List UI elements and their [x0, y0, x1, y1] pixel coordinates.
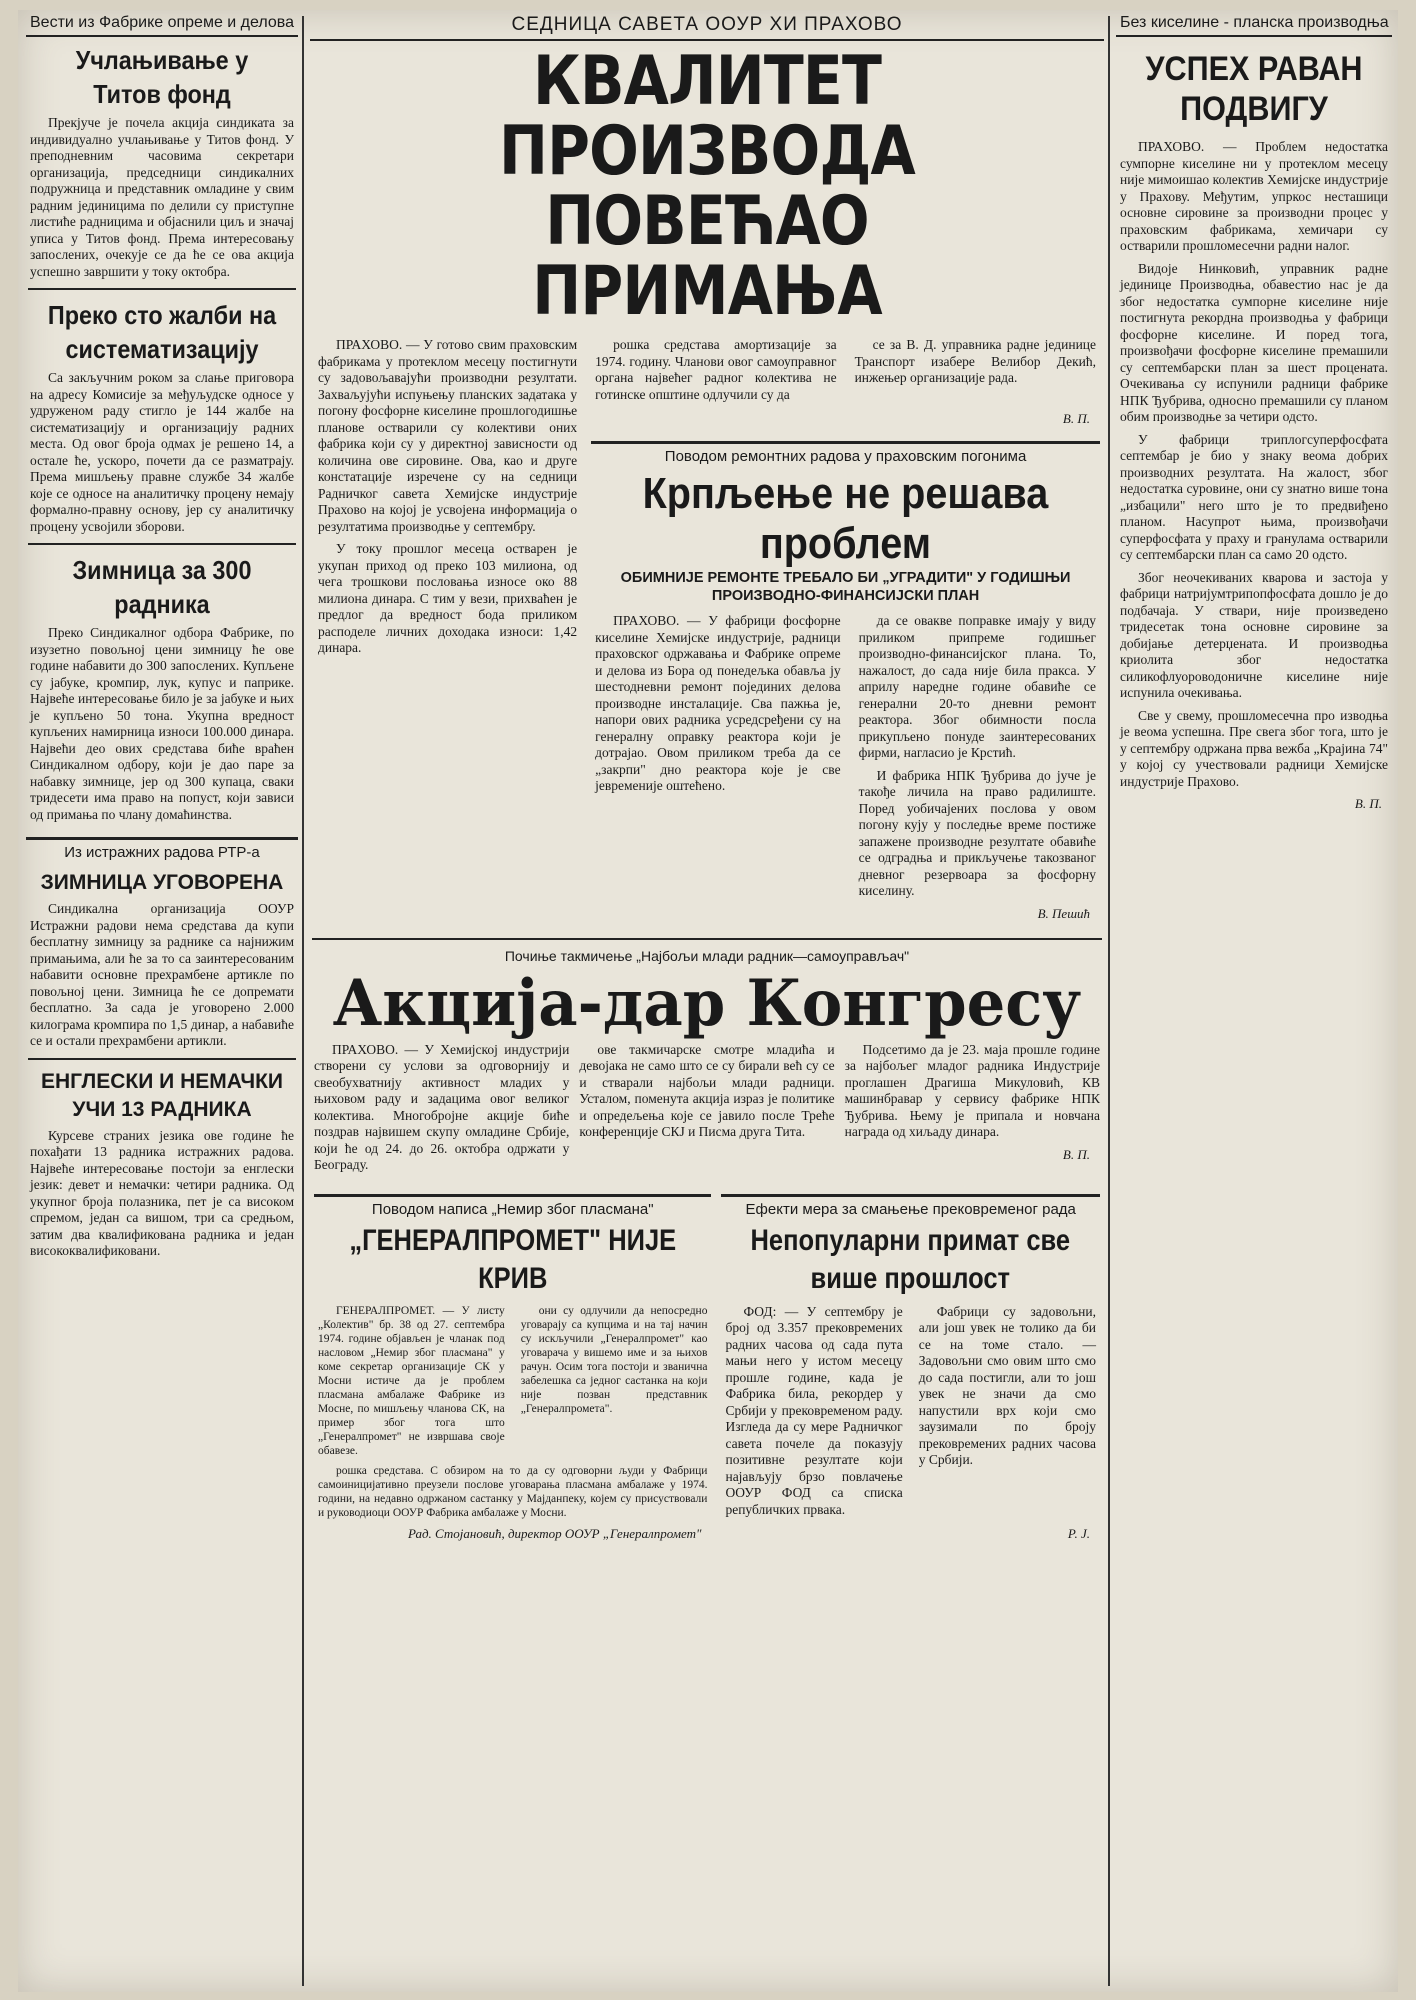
article-subtitle: ОБИМНИЈЕ РЕМОНТЕ ТРЕБАЛО БИ „УГРАДИТИ" У ГОДИШЊИ ПРОИЗВОДНО-ФИНАНСИЈСКИ ПЛАН: [620, 570, 1071, 604]
left-column: [26, 10, 298, 1992]
article-title-generalpromet: „ГЕНЕРАЛПРОМЕТ" НИЈЕ КРИВ: [349, 1223, 677, 1295]
divider: [28, 288, 296, 290]
lead-headline: КВАЛИТЕТ ПРОИЗВОДА ПОВЕЋАО ПРИМАЊА: [499, 42, 915, 331]
article-body: И фабрика НПК Ђубрива до јуче је такође личила на право радилиште. Поред уобичајених послова у овом погону кују у последње време постиже запажене производне резултате обавиће се одградња и прикључење такозваног дневног резервоара за фосфорну киселину.: [858, 767, 1097, 898]
article-title-nepopularni: Непопуларни примат све више прошлост: [750, 1223, 1071, 1295]
article-body: ПРАХОВО. — У фабрици фосфорне киселине Хемијске индустрије, радници праховског одржавања и Фабрике опреме и делова из Бора од понедељка обавља ју шестодневни ремонт појединих делова производне инсталације. Сва пажња је, напори ових радника усредсређени су на генералну оправку реактора који је дотрајао. Овом приликом треба да се „закрпи" дно реактора које је све јевременије оштећено.: [595, 613, 841, 793]
article-body: Преко Синдикалног одбора Фабрике, по изузетно повољној цени зимницу ће ове године набавити до 300 запослених. Купљене су јабуке, кромпир, лук, купус и паприке. Највеће интересовање било је за јабуке и њих је купљено 50 тона. Укупна вредност купљених намирница износи 100.000 динара. Највећи део ових средстава биће враћен Синдикалном одбору, који је дао паре за набавку зимнице, јер од 300 купаца, сваки тридесети има право на попуст, који зависи од примања по члану домаћинства.: [30, 625, 294, 822]
center-rubric: СЕДНИЦА САВЕТА ООУР ХИ ПРАХОВО: [310, 10, 1104, 41]
article-title-zimnica: Зимница за 300 радника: [72, 555, 252, 619]
byline: В. П.: [1354, 796, 1382, 811]
lead-article: [310, 337, 1104, 930]
divider: [28, 543, 296, 545]
right-column: [1116, 10, 1392, 1992]
article-body: рошка средстава амортизације за 1974. годину. Чланови овог самоуправног органа највећег радног колектива не готинске општине одлучили су да: [595, 337, 837, 402]
article-body: Прекјуче је почела акција синдиката за индивидуално учлањивање у Титов фонд. У преподневним часовима секретари организација, председници синдикалних подружница и представник омладине у свим радним јединицима по делили су приступне листиће радницима и објаснили циљ и значај уписа у Титов фонд. Према интересовању запослених, очекује се да ће се ова акција успешно завршити у току октобра.: [30, 115, 294, 279]
article-body: Синдикална организација ООУР Истражни радови нема средстава да купи бесплатну зимницу за раднике са најнижим примањима, али ће за то са заинтересованим набавити основне прехрамбене артикле по повољној цени. Зимница ће се допремати бесплатно. За сада је уговорено 2.000 килограма кромпира по 1,5 динар, а набавиће се и остали прехрамбени артикли.: [30, 901, 294, 1048]
article-body: ПРАХОВО. — Проблем недостатка сумпорне киселине ни у протеклом месецу није мимоишао колектив Хемијске индустрије у Прахову. Међутим, упркос несташици основне сировине за производни процес у праховским фабрикама, хемичари су остварили прошломесечни радни налог.: [1120, 139, 1388, 253]
article-body: ПРАХОВО. — У готово свим праховским фабрикама у протеклом месецу постигнути су задовољавајући производни резултати. Захваљујући испуњењу планских задатака у погону фосфорне киселине прошлогодишње планове остварили су колективи оних фабрика који су у директној зависности од количина ове сировине. Ова, као и друге констатације изречене су на седници Радничког савета Хемијске индустрије Прахово на којој је усвојена информација о резултатима производње у септембру.: [318, 337, 578, 534]
divider: [312, 938, 1102, 940]
article-body: ове такмичарске смотре младића и девојака не само што се су бирали већ су се и стварали најбољи млади радници. Усталом, поменута акција израз је политике и опредељења које се јавило после Треће конференције СКЈ и Писма друга Тита.: [579, 1041, 835, 1139]
article-body: се за В. Д. управника радне јединице Транспорт изабере Велибор Декић, инжењер организације рада.: [854, 337, 1097, 385]
divider: [28, 1058, 296, 1060]
article-body: ФОД: — У септембру је број од 3.357 прековремених радних часова од сада пута мањи него у истом месецу прошле године, када је Фабрика била, рекордер у Србији у прековременом раду. Изгледа да су мере Радничког савета почеле да показују позитивне резултате који најављују брзо повлачење ООУР ФОД са списка републичких првака.: [725, 1303, 903, 1517]
article-body: рошка средстава. С обзиром на то да су одговорни људи у Фабрици самоиницијативно преузели послове уговарања пласмана амбалаже у 1974. години, на недавно одржаном састанку у Мајданпеку, којем су присуствовали и руководиоци ООУР Фабрика амбалаже у Мосни.: [318, 1464, 708, 1519]
byline: Рад. Стојановић, директор ООУР „Генералпромет": [408, 1525, 702, 1541]
article-kicker: Поводом ремонтних радова у праховским погонима: [591, 441, 1100, 465]
article-kicker: Ефекти мера за смањење прековременог рада: [721, 1194, 1100, 1218]
center-column: [310, 10, 1104, 1992]
newspaper-page: [18, 10, 1398, 1992]
byline: Р. Ј.: [1067, 1526, 1090, 1541]
byline: В. П.: [1062, 411, 1090, 426]
article-body: Курсеве страних језика ове године ће похађати 13 радника истражних радова. Највеће интересовање постоји за енглески језик: девет и немачки: четири радника. Од укупног броја полазника, пет је са високом спремом, један са вишом, три са средњом, затим два квалификована радника и један висококвалификовани.: [30, 1127, 294, 1258]
article-body: Видоје Нинковић, управник радне јединице Производња, обавестио нас је да због недостатка сумпорне киселине није постигнута рекордна производња у фабрици фосфорне киселине. И поред тога, произвођачи фосфорне киселине премашили су септембарски план за шест процената. Очекивања су испунили радници фабрике НПК Ђубрива, односно премашили су планом обим производње за четири одсто.: [1120, 260, 1388, 424]
article-title-zalbe: Преко сто жалби на систематизацију: [47, 300, 277, 364]
akcija-article: [310, 1042, 1104, 1180]
article-title-krpljenje: Крпљење не решава проблем: [642, 469, 1049, 568]
article-body: Са закључним роком за слање приговора на адресу Комисије за међуљудске односе у удруженом раду стигло је 144 жалбе на систематизацију и организацију радних места. Од овог броја одмах је решено 14, а остале ће, ускоро, почети да се разматрају. Према мишљењу правне службе 34 жалбе које се односе на аналитичку процену немају формално-правну основу, јер су аналитичку процену усвојили зборови.: [30, 370, 294, 534]
left-rubric: Вести из Фабрике опреме и делова: [26, 10, 298, 37]
article-kicker: Почиње такмичење „Најбољи млади радник—самоуправљач": [504, 947, 910, 964]
article-kicker: Поводом написа „Немир због пласмана": [314, 1194, 711, 1218]
article-body: ПРАХОВО. — У Хемијској индустрији створени су услови за одговорнију и свеобухватнију активност младих у њиховом раду и задацима овог великог колектива. Многобројне акције биће поздрав највишем скупу омладине Србије, који ће од 24. до 26. октобра одржати у Београду.: [314, 1041, 570, 1172]
article-body: У току прошлог месеца остварен је укупан приход од преко 103 милиона, од чега трошкови пословања износе око 88 милиона динара. С тим у вези, прихваћен је предлог да вредност бода приликом расподеле личних доходака износи: 1,42 динара.: [318, 541, 578, 655]
byline: В. П.: [1062, 1146, 1090, 1162]
article-body: У фабрици триплогсуперфосфата септембар је био у знаку веома добрих производних резултата. На жалост, због недостатка суровине, они су знатно више тона „избацили" него што је то предвиђено планом. Насупрот њима, произвођачи суперфосфата у праху и гранулама остварили су септембарски план са само 20 одсто.: [1120, 431, 1388, 562]
article-body: Све у свему, прошломесечна про изводња је веома успешна. Пре свега због тога, што је у септембру одржана прва вежба „Крајина 74" у којој су учествовали радници Хемијске индустрије Прахово.: [1120, 707, 1388, 789]
article-body: Фабрици су задовољни, али још увек не толико да би се на томе стало. — Задовољни смо овим што смо до сада постигли, али то још увек не значи да смо напустили врх који смо заузимали по броју прековремених радних часова у Србији.: [918, 1303, 1096, 1467]
byline: В. Пешић: [1037, 905, 1091, 921]
column-rule: [1108, 16, 1110, 1986]
column-rule: [302, 16, 304, 1986]
article-title-akcija: Акција-дар Конгресу: [332, 965, 1082, 1041]
article-title-zimnica-ugovorena: ЗИМНИЦА УГОВОРЕНА: [40, 871, 284, 894]
article-body: ГЕНЕРАЛПРОМЕТ. — У листу „Колектив" бр. 38 од 27. септембра 1974. године објављен је чланак под насловом „Немир због пласмана" у коме секретар организације СК у Мосни истиче да је проблем пласмана амбалаже Фабрике из Мосне, по мишљењу чланова СК, на пример због тога што „Генералпромет" не извршава своје обавезе.: [318, 1304, 505, 1457]
article-kicker: Из истражних радова РТР-а: [26, 837, 298, 861]
article-title-jezici: ЕНГЛЕСКИ И НЕМАЧКИ УЧИ 13 РАДНИКА: [40, 1069, 284, 1121]
bottom-articles: [310, 1180, 1104, 1551]
article-body: Због неочекиваних кварова и застоја у фабрици натријумтрипопфосфата дошло је до подбачаја. У ствари, није произведено тридесетак тона основне сировине за добијање детерџената. И производња криолита због недостатка силикофлуороводоничне киселине није испунила очекивања.: [1120, 569, 1388, 700]
article-body: они су одлучили да непосредно уговарају са купцима и на тај начин су искључили „Генералпромет" као уговарача у вишемо име и за њихов рачун. Осим тога постоји и званична забелешка са једног састанка на који није позван представник „Генералпромета".: [520, 1304, 708, 1415]
article-title-uspeh: УСПЕХ РАВАН ПОДВИГУ: [1145, 50, 1363, 128]
article-body: да се овакве поправке имају у виду приликом припреме годишњег производно-финансијског плана. То, нажалост, до сада није била пракса. У априлу наредне године обавиће се генерални 20-то дневни ремонт реактора. Због обимности посла прикупљено понуде заинтересованих фирми, нагласио је Крстић.: [858, 613, 1097, 760]
article-title-titov-fond: Учлањивање у Титов фонд: [75, 45, 249, 109]
right-rubric: Без киселине - планска производња: [1116, 10, 1392, 37]
article-body: Подсетимо да је 23. маја прошле године за најбољег младог радника Индустрије проглашен Драгиша Микуловић, КВ машинбравар у сервису фабрике НПК Ђубрива. Њему је припала и новчана награда од хиљаду динара.: [844, 1041, 1100, 1139]
